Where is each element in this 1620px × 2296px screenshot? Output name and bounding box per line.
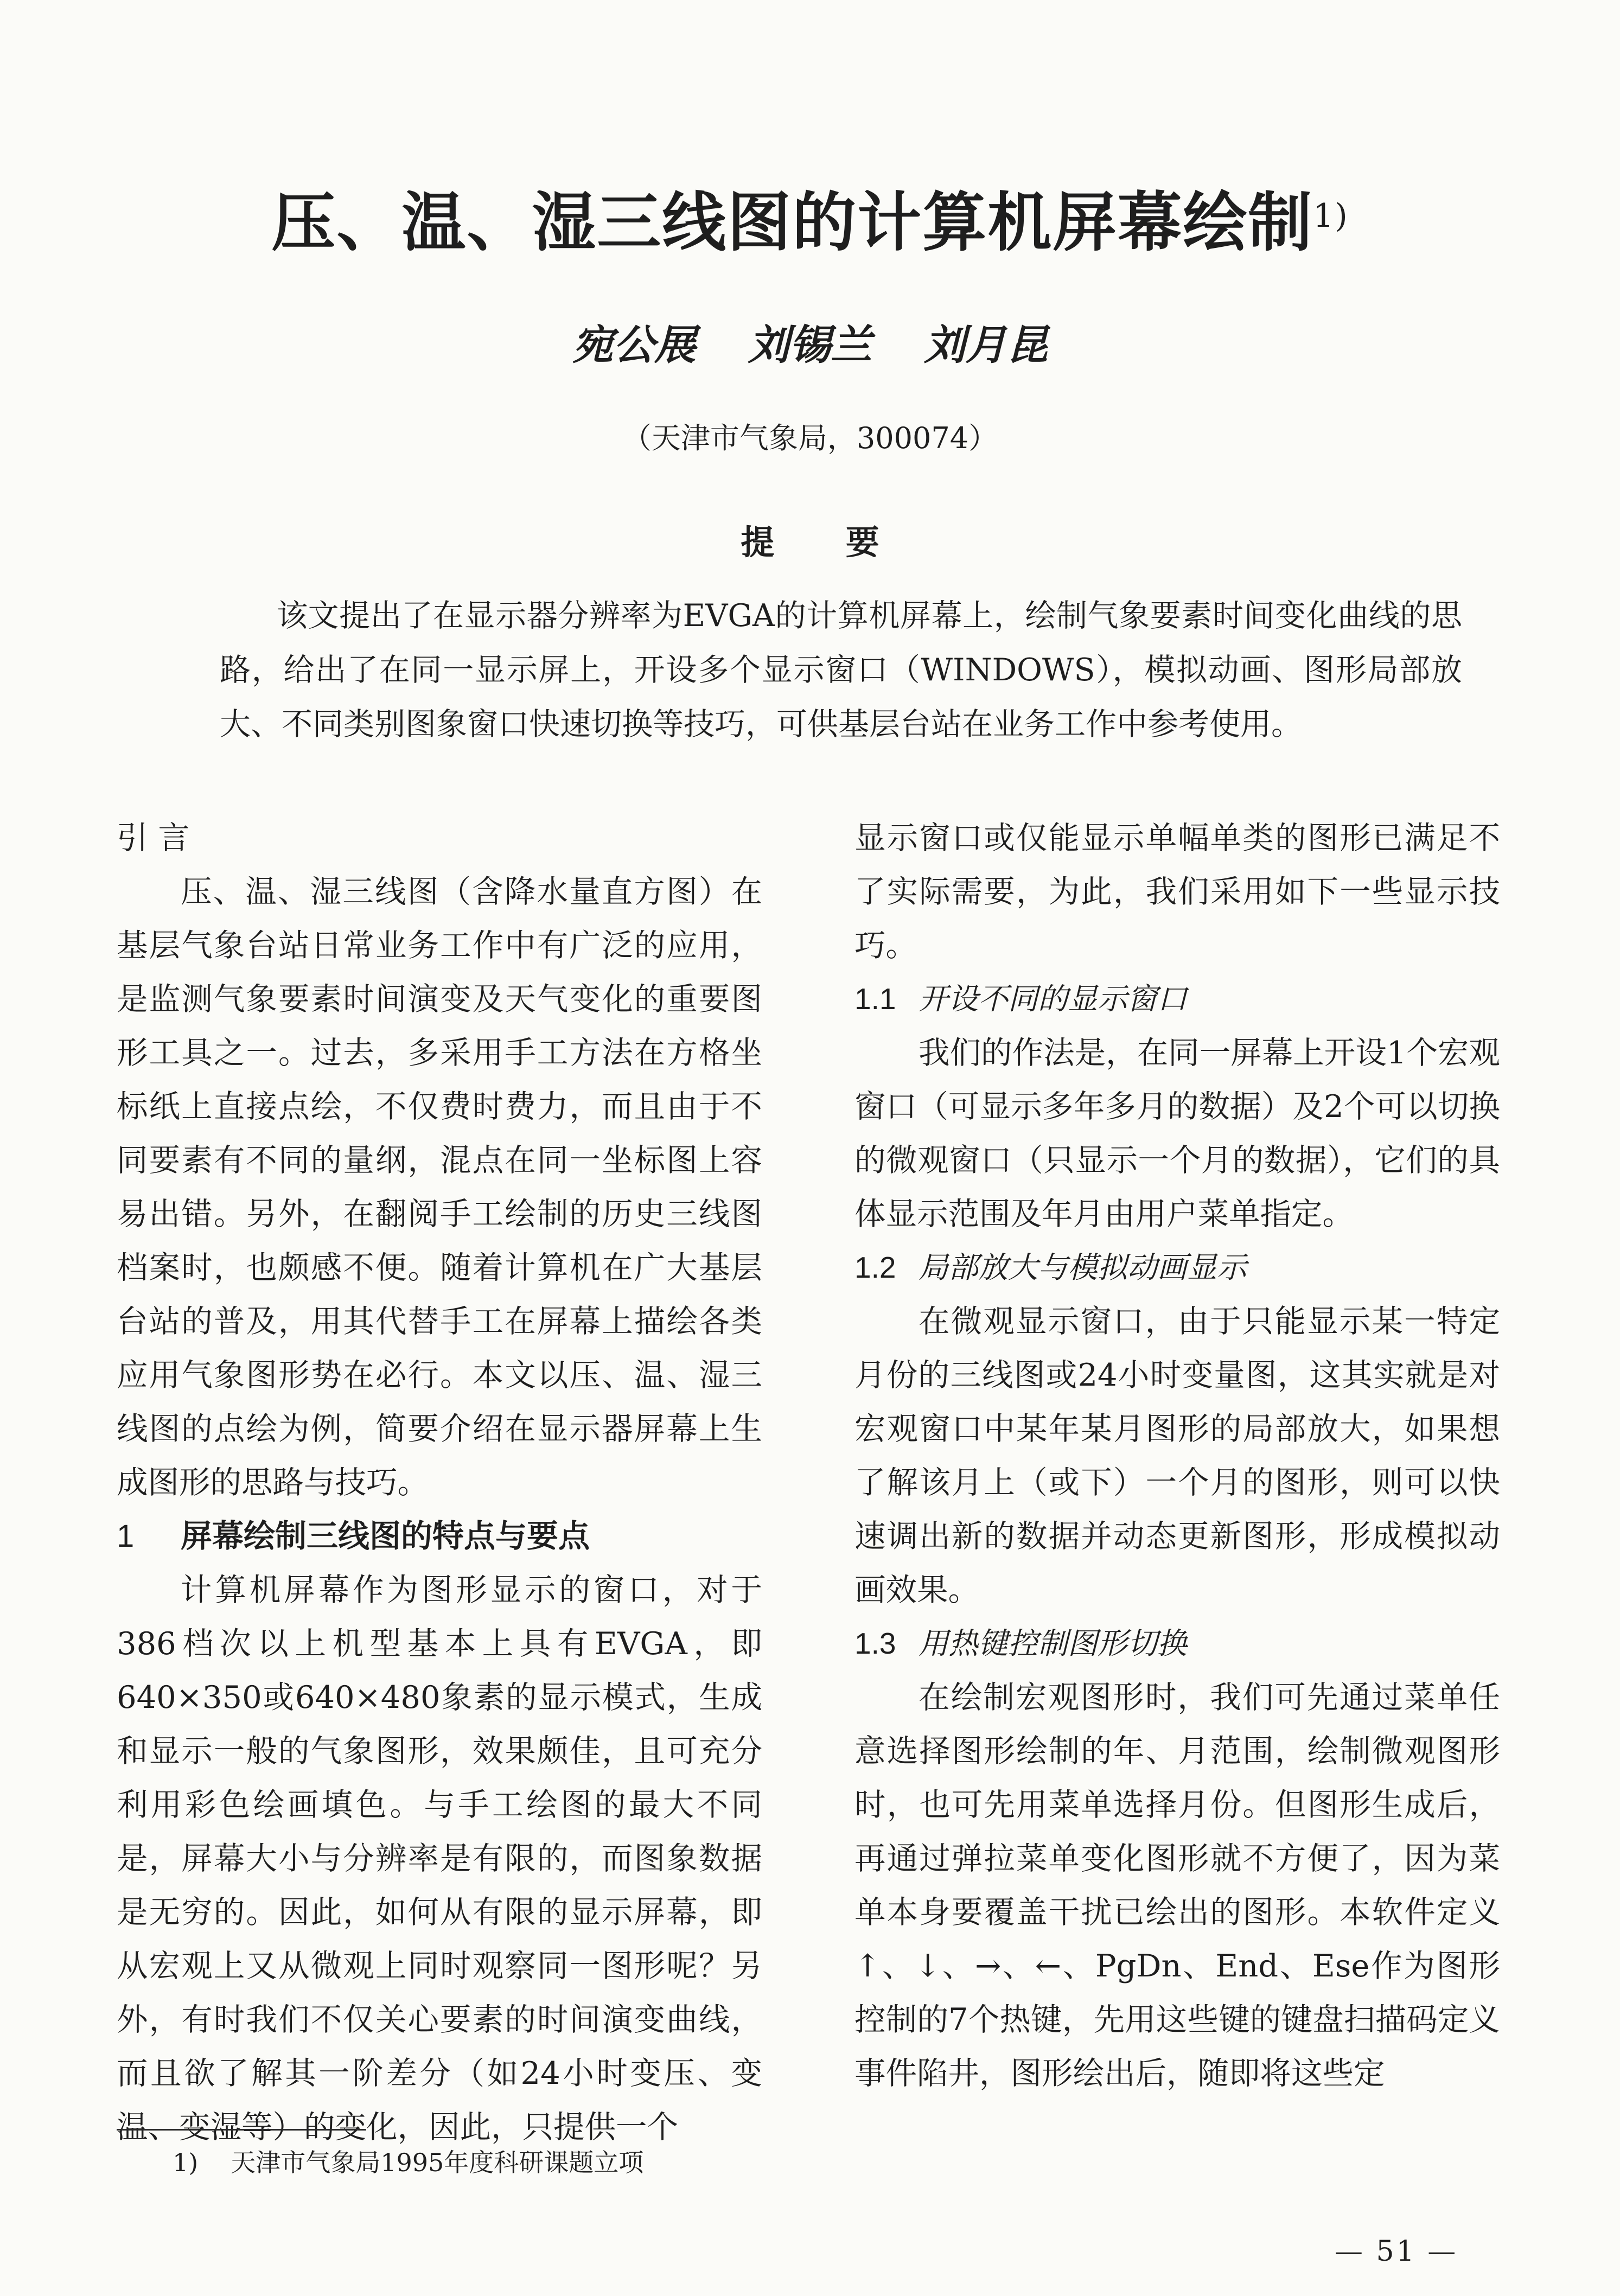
footnote-text: 天津市气象局1995年度科研课题立项 bbox=[231, 2148, 644, 2177]
section-1-paragraph: 计算机屏幕作为图形显示的窗口，对于386档次以上机型基本上具有EVGA，即640×350或640×480象素的显示模式，生成和显示一般的气象图形，效果颇佳，且可充分利用彩色绘画填色。与手工绘图的最大不同是，屏幕大小与分辨率是有限的，而图象数据是无穷的。因此，如何从有限的显示屏幕，即从宏观上又从微观上同时观察同一图形呢？另外，有时我们不仅关心要素的时间演变曲线，而且欲了解其一阶差分（如24小时变压、变温、变湿等）的变化，因此，只提供一个 bbox=[117, 1572, 762, 2145]
section-1-3-heading bbox=[854, 1617, 1500, 1670]
footnote bbox=[173, 2143, 643, 2179]
intro-paragraph: 压、温、湿三线图（含降水量直方图）在基层气象台站日常业务工作中有广泛的应用，是监测气象要素时间演变及天气变化的重要图形工具之一。过去，多采用手工方法在方格坐标纸上直接点绘，不仅费时费力，而且由于不同要素有不同的量纲，混点在同一坐标图上容易出错。另外，在翻阅手工绘制的历史三线图档案时，也颇感不便。随着计算机在广大基层台站的普及，用其代替手工在屏幕上描绘各类应用气象图形势在必行。本文以压、温、湿三线图的点绘为例，简要介绍在显示器屏幕上生成图形的思路与技巧。 bbox=[117, 873, 762, 1501]
section-1-title: 屏幕绘制三线图的特点与要点 bbox=[181, 1517, 590, 1554]
section-1-3-number: 1.3 bbox=[854, 1627, 896, 1660]
title-footnote-mark: 1) bbox=[1313, 197, 1349, 235]
authors: 宛公展 刘锡兰 刘月昆 bbox=[572, 321, 1048, 369]
footnote-mark: 1) bbox=[173, 2148, 199, 2177]
section-1-3-paragraph: 在绘制宏观图形时，我们可先通过菜单任意选择图形绘制的年、月范围，绘制微观图形时，也可先用菜单选择月份。但图形生成后，再通过弹拉菜单变化图形就不方便了，因为菜单本身要覆盖干扰已绘出的图形。本软件定义↑、↓、→、←、PgDn、End、Ese作为图形控制的7个热键，先用这些键的键盘扫描码定义事件陷井，图形绘出后，随即将这些定 bbox=[854, 1679, 1500, 2091]
affiliation: （天津市气象局，300074） bbox=[622, 421, 998, 455]
section-1-1-heading bbox=[854, 972, 1500, 1026]
section-1-3-title: 用热键控制图形切换 bbox=[919, 1626, 1188, 1661]
right-column bbox=[854, 811, 1500, 2100]
section-1-number: 1 bbox=[117, 1519, 135, 1554]
paper-title bbox=[0, 182, 1620, 263]
section-1-heading bbox=[117, 1509, 762, 1563]
footnote-divider bbox=[117, 2129, 366, 2131]
section-1-2-title: 局部放大与模拟动画显示 bbox=[919, 1250, 1247, 1285]
abstract-heading: 提 要 bbox=[741, 522, 879, 562]
title-text: 压、温、湿三线图的计算机屏幕绘制 bbox=[271, 184, 1313, 260]
section-1-2-number: 1.2 bbox=[854, 1251, 896, 1284]
section-1-1-number: 1.1 bbox=[854, 982, 896, 1016]
section-1-2-heading bbox=[854, 1241, 1500, 1294]
page-number: — 51 — bbox=[1335, 2235, 1458, 2268]
abstract-text: 该文提出了在显示器分辨率为EVGA的计算机屏幕上，绘制气象要素时间变化曲线的思路，给出了在同一显示屏上，开设多个显示窗口（WINDOWS），模拟动画、图形局部放大、不同类别图象窗口快速切换等技巧，可供基层台站在业务工作中参考使用。 bbox=[220, 598, 1462, 742]
section-1-paragraph-continued: 显示窗口或仅能显示单幅单类的图形已满足不了实际需要，为此，我们采用如下一些显示技巧。 bbox=[854, 820, 1500, 964]
section-1-2-paragraph: 在微观显示窗口，由于只能显示某一特定月份的三线图或24小时变量图，这其实就是对宏观窗口中某年某月图形的局部放大，如果想了解该月上（或下）一个月的图形，则可以快速调出新的数据并动态更新图形，形成模拟动画效果。 bbox=[854, 1303, 1500, 1608]
intro-heading: 引 言 bbox=[117, 819, 190, 856]
section-1-1-paragraph: 我们的作法是，在同一屏幕上开设1个宏观窗口（可显示多年多月的数据）及2个可以切换的微观窗口（只显示一个月的数据），它们的具体显示范围及年月由用户菜单指定。 bbox=[854, 1035, 1500, 1232]
left-column bbox=[117, 811, 762, 2154]
section-1-1-title: 开设不同的显示窗口 bbox=[919, 981, 1188, 1016]
